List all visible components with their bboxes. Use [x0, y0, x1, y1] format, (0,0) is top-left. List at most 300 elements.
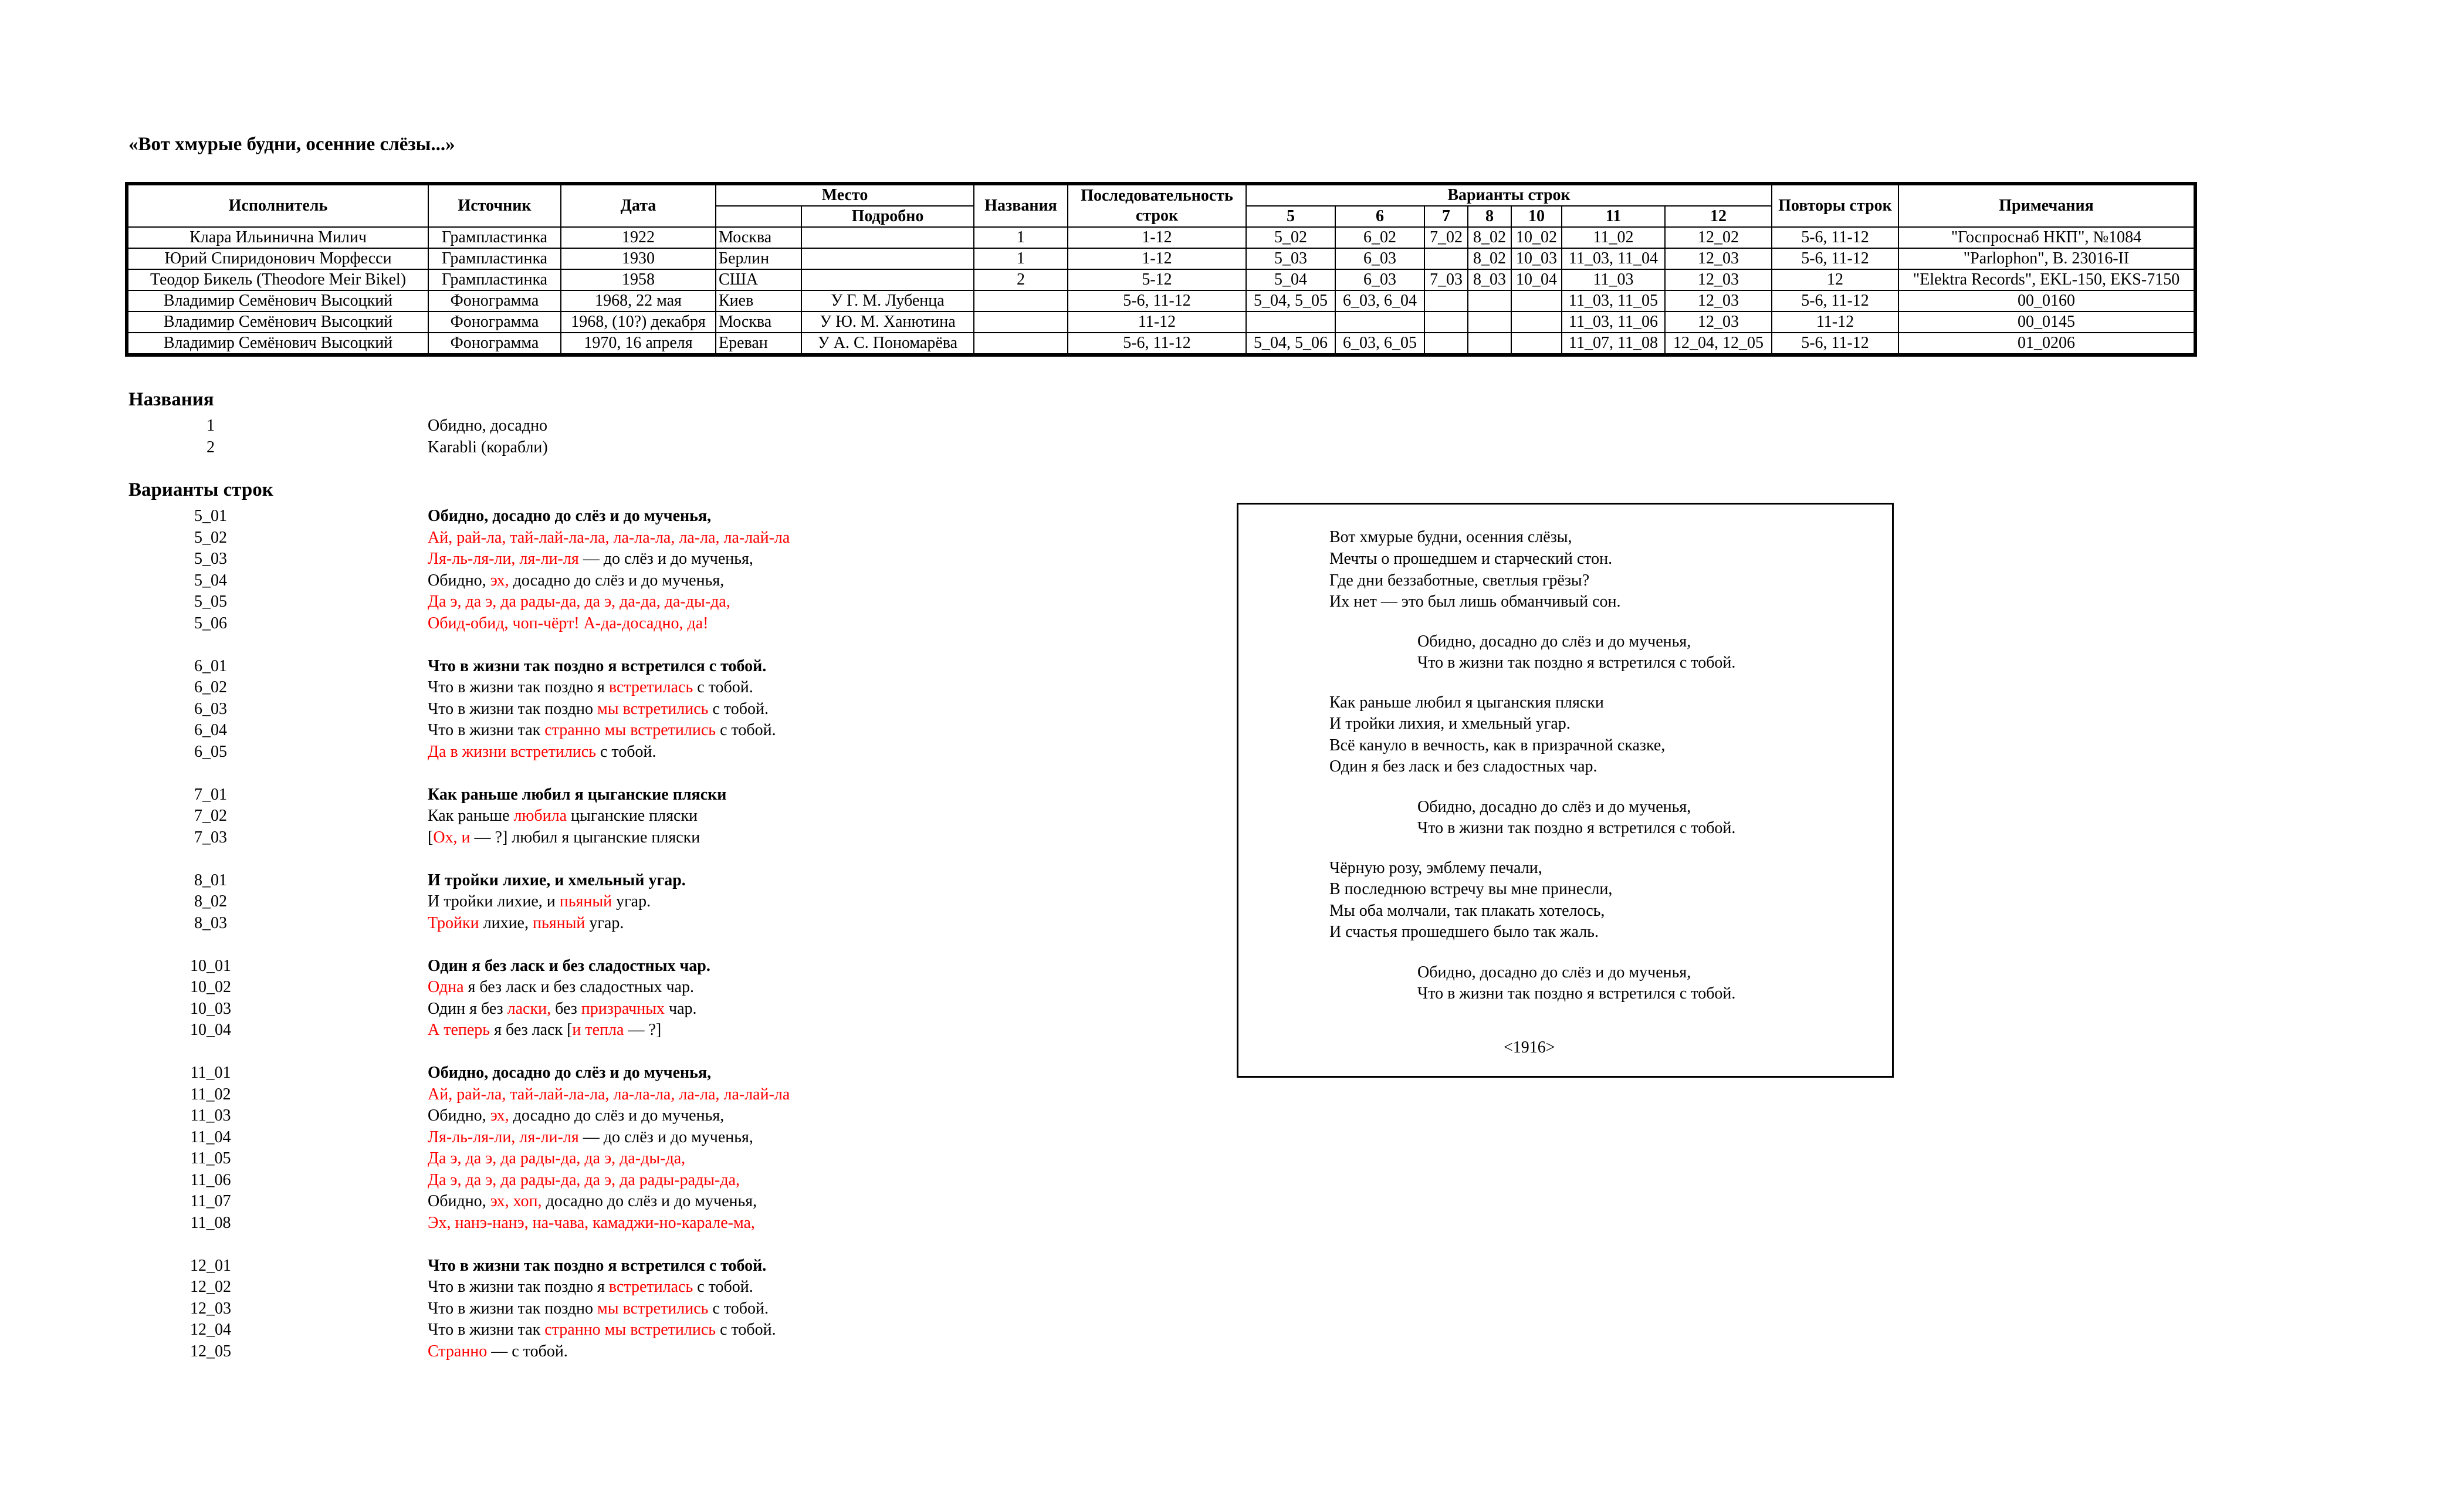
variant-line [128, 742, 655, 763]
variant-text-part: Что в жизни так поздно [428, 1299, 598, 1318]
variant-line [128, 1191, 757, 1213]
variant-text-changed: Обид-обид, чоп-чёрт! А-да-досадно, да! [428, 614, 709, 632]
cell-place: США [716, 269, 801, 290]
variant-line [128, 699, 769, 720]
variant-line [128, 805, 698, 827]
header-variant-5: 5 [1246, 206, 1335, 227]
cell-detail [801, 269, 974, 290]
variant-line [128, 656, 767, 678]
variant-text-part: И тройки лихие, и [428, 892, 560, 911]
variant-line [128, 1341, 655, 1363]
variant-text [428, 591, 730, 613]
variant-text [428, 527, 790, 549]
cell-v6: 6_03, 6_04 [1335, 290, 1424, 312]
poem-line: Как раньше любил я цыганския пляски [1329, 693, 1604, 712]
variant-text-changed: Ох, и [433, 828, 471, 847]
cell-performer: Владимир Семёнович Высоцкий [127, 312, 428, 333]
variant-line [128, 527, 790, 549]
variant-text [428, 549, 753, 570]
variant-text-part: [ [428, 828, 434, 847]
variant-code: 10_04 [190, 1021, 231, 1039]
variant-text-part: с тобой. [595, 742, 656, 761]
variant-text-changed: Одна [428, 978, 464, 996]
variant-line [128, 1213, 755, 1234]
cell-v7 [1424, 333, 1468, 355]
variant-text-part: Как раньше [428, 807, 514, 825]
cell-repeats: 5-6, 11-12 [1772, 248, 1898, 269]
variant-text-changed: мы встретились [597, 699, 709, 718]
table-row [127, 312, 2195, 333]
cell-source: Грампластинка [428, 227, 561, 248]
variant-text [428, 999, 697, 1020]
variant-code: 11_05 [190, 1149, 231, 1167]
variant-code: 12_04 [190, 1321, 231, 1339]
cell-place: Москва [716, 227, 801, 248]
header-variant-12: 12 [1665, 206, 1772, 227]
cell-v10: 10_03 [1511, 248, 1562, 269]
poem-line: Обидно, досадно до слёз и до мученья, [1417, 798, 1691, 816]
variant-code: 8_01 [194, 871, 227, 889]
header-notes: Примечания [1898, 184, 2195, 227]
variant-code: 7_03 [194, 828, 227, 847]
variant-code: 10_01 [190, 956, 231, 975]
variant-line [128, 1105, 725, 1127]
variant-text-part: досадно до слёз и до мученья, [509, 1106, 725, 1125]
header-sequence: Последовательность строк [1068, 184, 1246, 227]
cell-name: 1 [974, 248, 1068, 269]
variant-text-part: Обидно, [428, 1106, 490, 1125]
variant-line [128, 1127, 753, 1149]
variant-code: 12_02 [190, 1278, 231, 1296]
variant-text-part: с тобой. [716, 1321, 776, 1339]
variant-line [128, 1170, 740, 1192]
variant-text [428, 1319, 776, 1341]
variant-text-part: с тобой. [708, 1299, 769, 1318]
header-variant-10: 10 [1511, 206, 1562, 227]
variant-text-part: — до слёз и до мученья, [578, 550, 753, 568]
variant-text-changed: Да э, да э, да рады-да, да э, да рады-рады-да, [428, 1170, 740, 1189]
variant-text-part: Что в жизни так [428, 1321, 545, 1339]
cell-repeats: 5-6, 11-12 [1772, 333, 1898, 355]
cell-v5: 5_04 [1246, 269, 1335, 290]
variant-code: 7_02 [194, 807, 227, 825]
variant-text-changed: мы встретились [597, 1299, 709, 1318]
poem-line: Вот хмурые будни, осенния слёзы, [1329, 528, 1572, 546]
variant-text-part: без [551, 999, 581, 1018]
cell-v7: 7_03 [1424, 269, 1468, 290]
list-item [128, 415, 548, 437]
table-row [127, 248, 2195, 269]
variant-text-changed: Ля-ль-ля-ли, ля-ли-ля [428, 550, 579, 568]
cell-notes: "Parlophon", B. 23016-II [1898, 248, 2195, 269]
header-place: Место [716, 184, 974, 206]
variant-text-part: с тобой. [693, 1278, 753, 1296]
variant-text-part: с тобой. [708, 699, 769, 718]
variant-text-part: Обидно, [428, 571, 490, 590]
cell-v5 [1246, 312, 1335, 333]
variant-text-changed: пьяный [532, 913, 585, 932]
item-text: Обидно, досадно [428, 417, 548, 435]
variant-line [128, 1298, 769, 1320]
poem-line: Что в жизни так поздно я встретился с тобой. [1417, 984, 1736, 1003]
poem-text-box [1237, 503, 1894, 1078]
variant-text-part: угар. [612, 892, 651, 911]
cell-performer: Теодор Бикель (Theodore Meir Bikel) [127, 269, 428, 290]
variant-text-part: угар. [585, 913, 624, 932]
poem-line: Мы оба молчали, так плакать хотелось, [1329, 902, 1605, 920]
cell-sequence: 1-12 [1068, 248, 1246, 269]
variant-text-changed: пьяный [559, 892, 612, 911]
variant-code: 12_05 [190, 1342, 231, 1360]
variant-text-part: — ?] любил я цыганские пляски [470, 828, 700, 847]
variant-text-part: Что в жизни так [428, 721, 545, 739]
variant-text-part: Один я без ласк и без сладостных чар. [428, 956, 710, 975]
cell-performer: Клара Ильинична Милич [127, 227, 428, 248]
names-heading: Названия [128, 389, 214, 410]
cell-date: 1922 [561, 227, 716, 248]
header-variant-8: 8 [1468, 206, 1511, 227]
cell-v11: 11_03, 11_04 [1562, 248, 1665, 269]
cell-v5: 5_04, 5_05 [1246, 290, 1335, 312]
variant-text [428, 1127, 753, 1149]
cell-notes: 00_0160 [1898, 290, 2195, 312]
cell-v12: 12_03 [1665, 269, 1772, 290]
cell-name [974, 333, 1068, 355]
variant-code: 6_01 [194, 656, 227, 675]
cell-v11: 11_07, 11_08 [1562, 333, 1665, 355]
cell-sequence: 5-6, 11-12 [1068, 333, 1246, 355]
variant-text [428, 570, 724, 592]
variant-code: 11_08 [190, 1213, 231, 1232]
poem-line: Их нет — это был лишь обманчивый сон. [1329, 593, 1621, 611]
variant-text [428, 506, 711, 527]
variant-code: 11_06 [190, 1170, 231, 1189]
cell-v11: 11_03, 11_05 [1562, 290, 1665, 312]
header-variant-6: 6 [1335, 206, 1424, 227]
variant-code: 10_03 [190, 999, 231, 1018]
variant-text [428, 1298, 769, 1320]
variant-text-changed: Ай, рай-ла, тай-лай-ла-ла, ла-ла-ла, ла-ла, ла-лай-ла [428, 1085, 790, 1104]
variant-text-changed: эх, хоп, [490, 1192, 542, 1210]
variant-text-changed: А теперь [428, 1021, 490, 1039]
variant-code: 5_03 [194, 550, 227, 568]
variant-text-changed: Да э, да э, да рады-да, да э, да-ды-да, [428, 1149, 686, 1167]
variant-text-part: Что в жизни так поздно я встретился с тобой. [428, 1256, 767, 1275]
variant-text [428, 699, 769, 720]
variant-text-changed: странно мы встретились [544, 721, 716, 739]
cell-date: 1968, 22 мая [561, 290, 716, 312]
cell-notes: 00_0145 [1898, 312, 2195, 333]
variant-code: 10_02 [190, 978, 231, 996]
variant-text-changed: и тепла [572, 1021, 624, 1039]
cell-detail: У А. С. Пономарёва [801, 333, 974, 355]
variant-text-part: Что в жизни так поздно [428, 699, 598, 718]
cell-v10 [1511, 333, 1562, 355]
variant-text-changed: Да э, да э, да рады-да, да э, да-да, да-ды-да, [428, 593, 730, 611]
names-list [128, 415, 548, 458]
cell-notes: 01_0206 [1898, 333, 2195, 355]
variant-text [428, 977, 694, 999]
variant-code: 7_01 [194, 785, 227, 804]
variant-line [128, 1148, 686, 1170]
variant-text-part: — с тобой. [487, 1342, 568, 1360]
cell-v6: 6_03 [1335, 269, 1424, 290]
header-performer: Исполнитель [127, 184, 428, 227]
variant-code: 11_02 [190, 1085, 231, 1104]
cell-place: Киев [716, 290, 801, 312]
cell-v7: 7_02 [1424, 227, 1468, 248]
variant-code: 11_07 [190, 1192, 231, 1210]
recordings-table-body [127, 227, 2195, 355]
variant-code: 12_01 [190, 1256, 231, 1275]
cell-v6 [1335, 312, 1424, 333]
cell-date: 1958 [561, 269, 716, 290]
cell-v7 [1424, 290, 1468, 312]
variant-text-part: — до слёз и до мученья, [578, 1128, 753, 1146]
cell-source: Грампластинка [428, 248, 561, 269]
recordings-table [125, 182, 2197, 357]
poem-line: Обидно, досадно до слёз и до мученья, [1417, 963, 1691, 981]
variant-line [128, 570, 725, 592]
cell-place: Москва [716, 312, 801, 333]
variant-code: 12_03 [190, 1299, 231, 1318]
variant-code: 6_04 [194, 721, 227, 739]
variant-text-part: досадно до слёз и до мученья, [541, 1192, 757, 1210]
header-repeats: Повторы строк [1772, 184, 1898, 227]
variants-heading: Варианты строк [128, 479, 273, 500]
cell-v8 [1468, 290, 1511, 312]
cell-sequence: 5-6, 11-12 [1068, 290, 1246, 312]
variant-text [428, 956, 710, 977]
table-row [127, 227, 2195, 248]
variant-text-part: Что в жизни так поздно я [428, 678, 609, 696]
cell-performer: Владимир Семёнович Высоцкий [127, 290, 428, 312]
variant-text-part: цыганские пляски [567, 807, 698, 825]
variant-text [428, 827, 700, 849]
poem-line: Один я без ласк и без сладостных чар. [1329, 757, 1597, 776]
variant-code: 8_02 [194, 892, 227, 911]
variant-text [428, 1148, 685, 1170]
cell-detail [801, 227, 974, 248]
cell-detail [801, 248, 974, 269]
variant-text [428, 1105, 724, 1127]
variant-text-changed: ласки, [507, 999, 551, 1018]
cell-date: 1970, 16 апреля [561, 333, 716, 355]
cell-detail: У Г. М. Лубенца [801, 290, 974, 312]
variant-text [428, 1084, 790, 1106]
variant-text-part: лихие, [479, 913, 533, 932]
variant-line [128, 1277, 753, 1298]
table-row [127, 269, 2195, 290]
variant-text-part: с тобой. [693, 678, 753, 696]
variant-line [128, 999, 697, 1020]
cell-v10 [1511, 312, 1562, 333]
cell-v12: 12_02 [1665, 227, 1772, 248]
variant-text-part: Обидно, [428, 1192, 490, 1210]
poem-line: Всё кануло в вечность, как в призрачной сказке, [1329, 736, 1666, 754]
cell-v12: 12_03 [1665, 312, 1772, 333]
cell-v8 [1468, 312, 1511, 333]
cell-source: Фонограмма [428, 312, 561, 333]
variant-text [428, 613, 709, 635]
cell-sequence: 5-12 [1068, 269, 1246, 290]
variant-line [128, 784, 727, 806]
variant-line [128, 591, 730, 613]
cell-date: 1968, (10?) декабря [561, 312, 716, 333]
cell-v5: 5_04, 5_06 [1246, 333, 1335, 355]
variant-text-part: я без ласк и без сладостных чар. [463, 978, 694, 996]
cell-name: 1 [974, 227, 1068, 248]
item-code: 2 [207, 438, 215, 456]
variant-line [128, 977, 694, 999]
cell-name [974, 290, 1068, 312]
cell-v11: 11_02 [1562, 227, 1665, 248]
cell-v8: 8_02 [1468, 227, 1511, 248]
cell-v8 [1468, 333, 1511, 355]
variant-line [128, 1020, 662, 1041]
variant-code: 5_01 [194, 507, 227, 525]
variant-text [428, 1255, 766, 1277]
cell-v8: 8_03 [1468, 269, 1511, 290]
table-row [127, 333, 2195, 355]
cell-v10 [1511, 290, 1562, 312]
list-item [128, 437, 548, 459]
variant-text-changed: встретилась [608, 1278, 693, 1296]
cell-v8: 8_02 [1468, 248, 1511, 269]
variant-text [428, 1191, 757, 1213]
poem-line: В последнюю встречу вы мне принесли, [1329, 880, 1613, 898]
cell-repeats: 5-6, 11-12 [1772, 227, 1898, 248]
variant-code: 5_02 [194, 528, 227, 547]
variant-text-changed: встретилась [608, 678, 693, 696]
cell-v11: 11_03, 11_06 [1562, 312, 1665, 333]
variant-text [428, 1213, 755, 1234]
variant-text-part: И тройки лихие, и хмельный угар. [428, 871, 686, 889]
variant-line [128, 549, 753, 570]
variant-text [428, 1062, 711, 1084]
document-title: «Вот хмурые будни, осенние слёзы...» [128, 134, 455, 155]
variant-text-changed: Ай, рай-ла, тай-лай-ла-ла, ла-ла-ла, ла-ла, ла-лай-ла [428, 528, 790, 547]
cell-sequence: 1-12 [1068, 227, 1246, 248]
header-variant-7: 7 [1424, 206, 1468, 227]
cell-v7 [1424, 248, 1468, 269]
variant-text-part: Как раньше любил я цыганские пляски [428, 785, 727, 804]
variant-line [128, 956, 710, 977]
poem-date: <1916> [1504, 1038, 1555, 1057]
cell-source: Фонограмма [428, 290, 561, 312]
poem-line: Где дни беззаботные, светлыя грёзы? [1329, 571, 1590, 590]
cell-date: 1930 [561, 248, 716, 269]
variant-text [428, 720, 776, 742]
variant-text [428, 1277, 753, 1298]
cell-name [974, 312, 1068, 333]
variant-code: 8_03 [194, 913, 227, 932]
header-place-empty [716, 206, 801, 227]
variant-text-changed: Тройки [428, 913, 479, 932]
variant-code: 5_06 [194, 614, 227, 632]
variant-text-changed: Эх, нанэ-нанэ, на-чава, камаджи-но-карале-ма, [428, 1213, 755, 1232]
variant-code: 6_02 [194, 678, 227, 696]
cell-v10: 10_04 [1511, 269, 1562, 290]
cell-v12: 12_03 [1665, 248, 1772, 269]
variant-text [428, 656, 766, 678]
variant-text [428, 870, 686, 892]
variant-line [128, 891, 655, 913]
variant-text [428, 913, 624, 935]
variant-line [128, 1255, 767, 1277]
poem-line: Мечты о прошедшем и старческий стон. [1329, 550, 1613, 568]
item-code: 1 [207, 417, 215, 435]
cell-detail: У Ю. М. Ханютина [801, 312, 974, 333]
variant-line [128, 1319, 776, 1341]
variant-text [428, 677, 753, 699]
variant-text-changed: Да в жизни встретились [428, 742, 596, 761]
cell-repeats: 11-12 [1772, 312, 1898, 333]
variant-code: 5_05 [194, 593, 227, 611]
variant-line [128, 913, 655, 935]
cell-v12: 12_03 [1665, 290, 1772, 312]
header-date: Дата [561, 184, 716, 227]
item-text: Karabli (корабли) [428, 438, 548, 456]
poem-line: Чёрную розу, эмблему печали, [1329, 859, 1542, 877]
variant-text [428, 784, 726, 806]
variant-line [128, 1062, 712, 1084]
cell-place: Берлин [716, 248, 801, 269]
variant-text-part: с тобой. [716, 721, 776, 739]
variant-text-part: я без ласк [ [490, 1021, 573, 1039]
header-source: Источник [428, 184, 561, 227]
cell-performer: Юрий Спиридонович Морфесси [127, 248, 428, 269]
variant-line [128, 870, 686, 892]
cell-v10: 10_02 [1511, 227, 1562, 248]
variant-text-part: Обидно, досадно до слёз и до мученья, [428, 1064, 712, 1082]
cell-v6: 6_03, 6_05 [1335, 333, 1424, 355]
variant-line [128, 827, 700, 849]
header-place-detail: Подробно [801, 206, 974, 227]
variant-text-part: чар. [665, 999, 697, 1018]
variant-code: 6_05 [194, 742, 227, 761]
variant-line [128, 506, 712, 527]
cell-v5: 5_03 [1246, 248, 1335, 269]
cell-source: Фонограмма [428, 333, 561, 355]
variant-text-part: Обидно, досадно до слёз и до мученья, [428, 507, 712, 525]
variant-text [428, 1170, 740, 1192]
poem-line: И счастья прошедшего было так жаль. [1329, 923, 1599, 941]
variant-text-part: Что в жизни так поздно я встретился с тобой. [428, 656, 767, 675]
variant-text-changed: эх, [490, 1106, 509, 1125]
variant-line [128, 613, 709, 635]
variant-text-changed: Ля-ль-ля-ли, ля-ли-ля [428, 1128, 579, 1146]
poem-line: Что в жизни так поздно я встретился с тобой. [1417, 819, 1736, 837]
variant-text [428, 742, 656, 763]
variant-code: 11_03 [190, 1106, 231, 1125]
variant-text-part: — ?] [624, 1021, 662, 1039]
variant-code: 5_04 [194, 571, 227, 590]
cell-v11: 11_03 [1562, 269, 1665, 290]
variant-text-part: Один я без [428, 999, 507, 1018]
cell-v7 [1424, 312, 1468, 333]
header-variant-11: 11 [1562, 206, 1665, 227]
variant-text-changed: странно мы встретились [544, 1321, 716, 1339]
cell-v6: 6_03 [1335, 248, 1424, 269]
cell-repeats: 5-6, 11-12 [1772, 290, 1898, 312]
variant-text [428, 891, 651, 913]
cell-v6: 6_02 [1335, 227, 1424, 248]
poem-line: Что в жизни так поздно я встретился с тобой. [1417, 654, 1736, 672]
cell-repeats: 12 [1772, 269, 1898, 290]
variant-line [128, 677, 753, 699]
cell-v5: 5_02 [1246, 227, 1335, 248]
